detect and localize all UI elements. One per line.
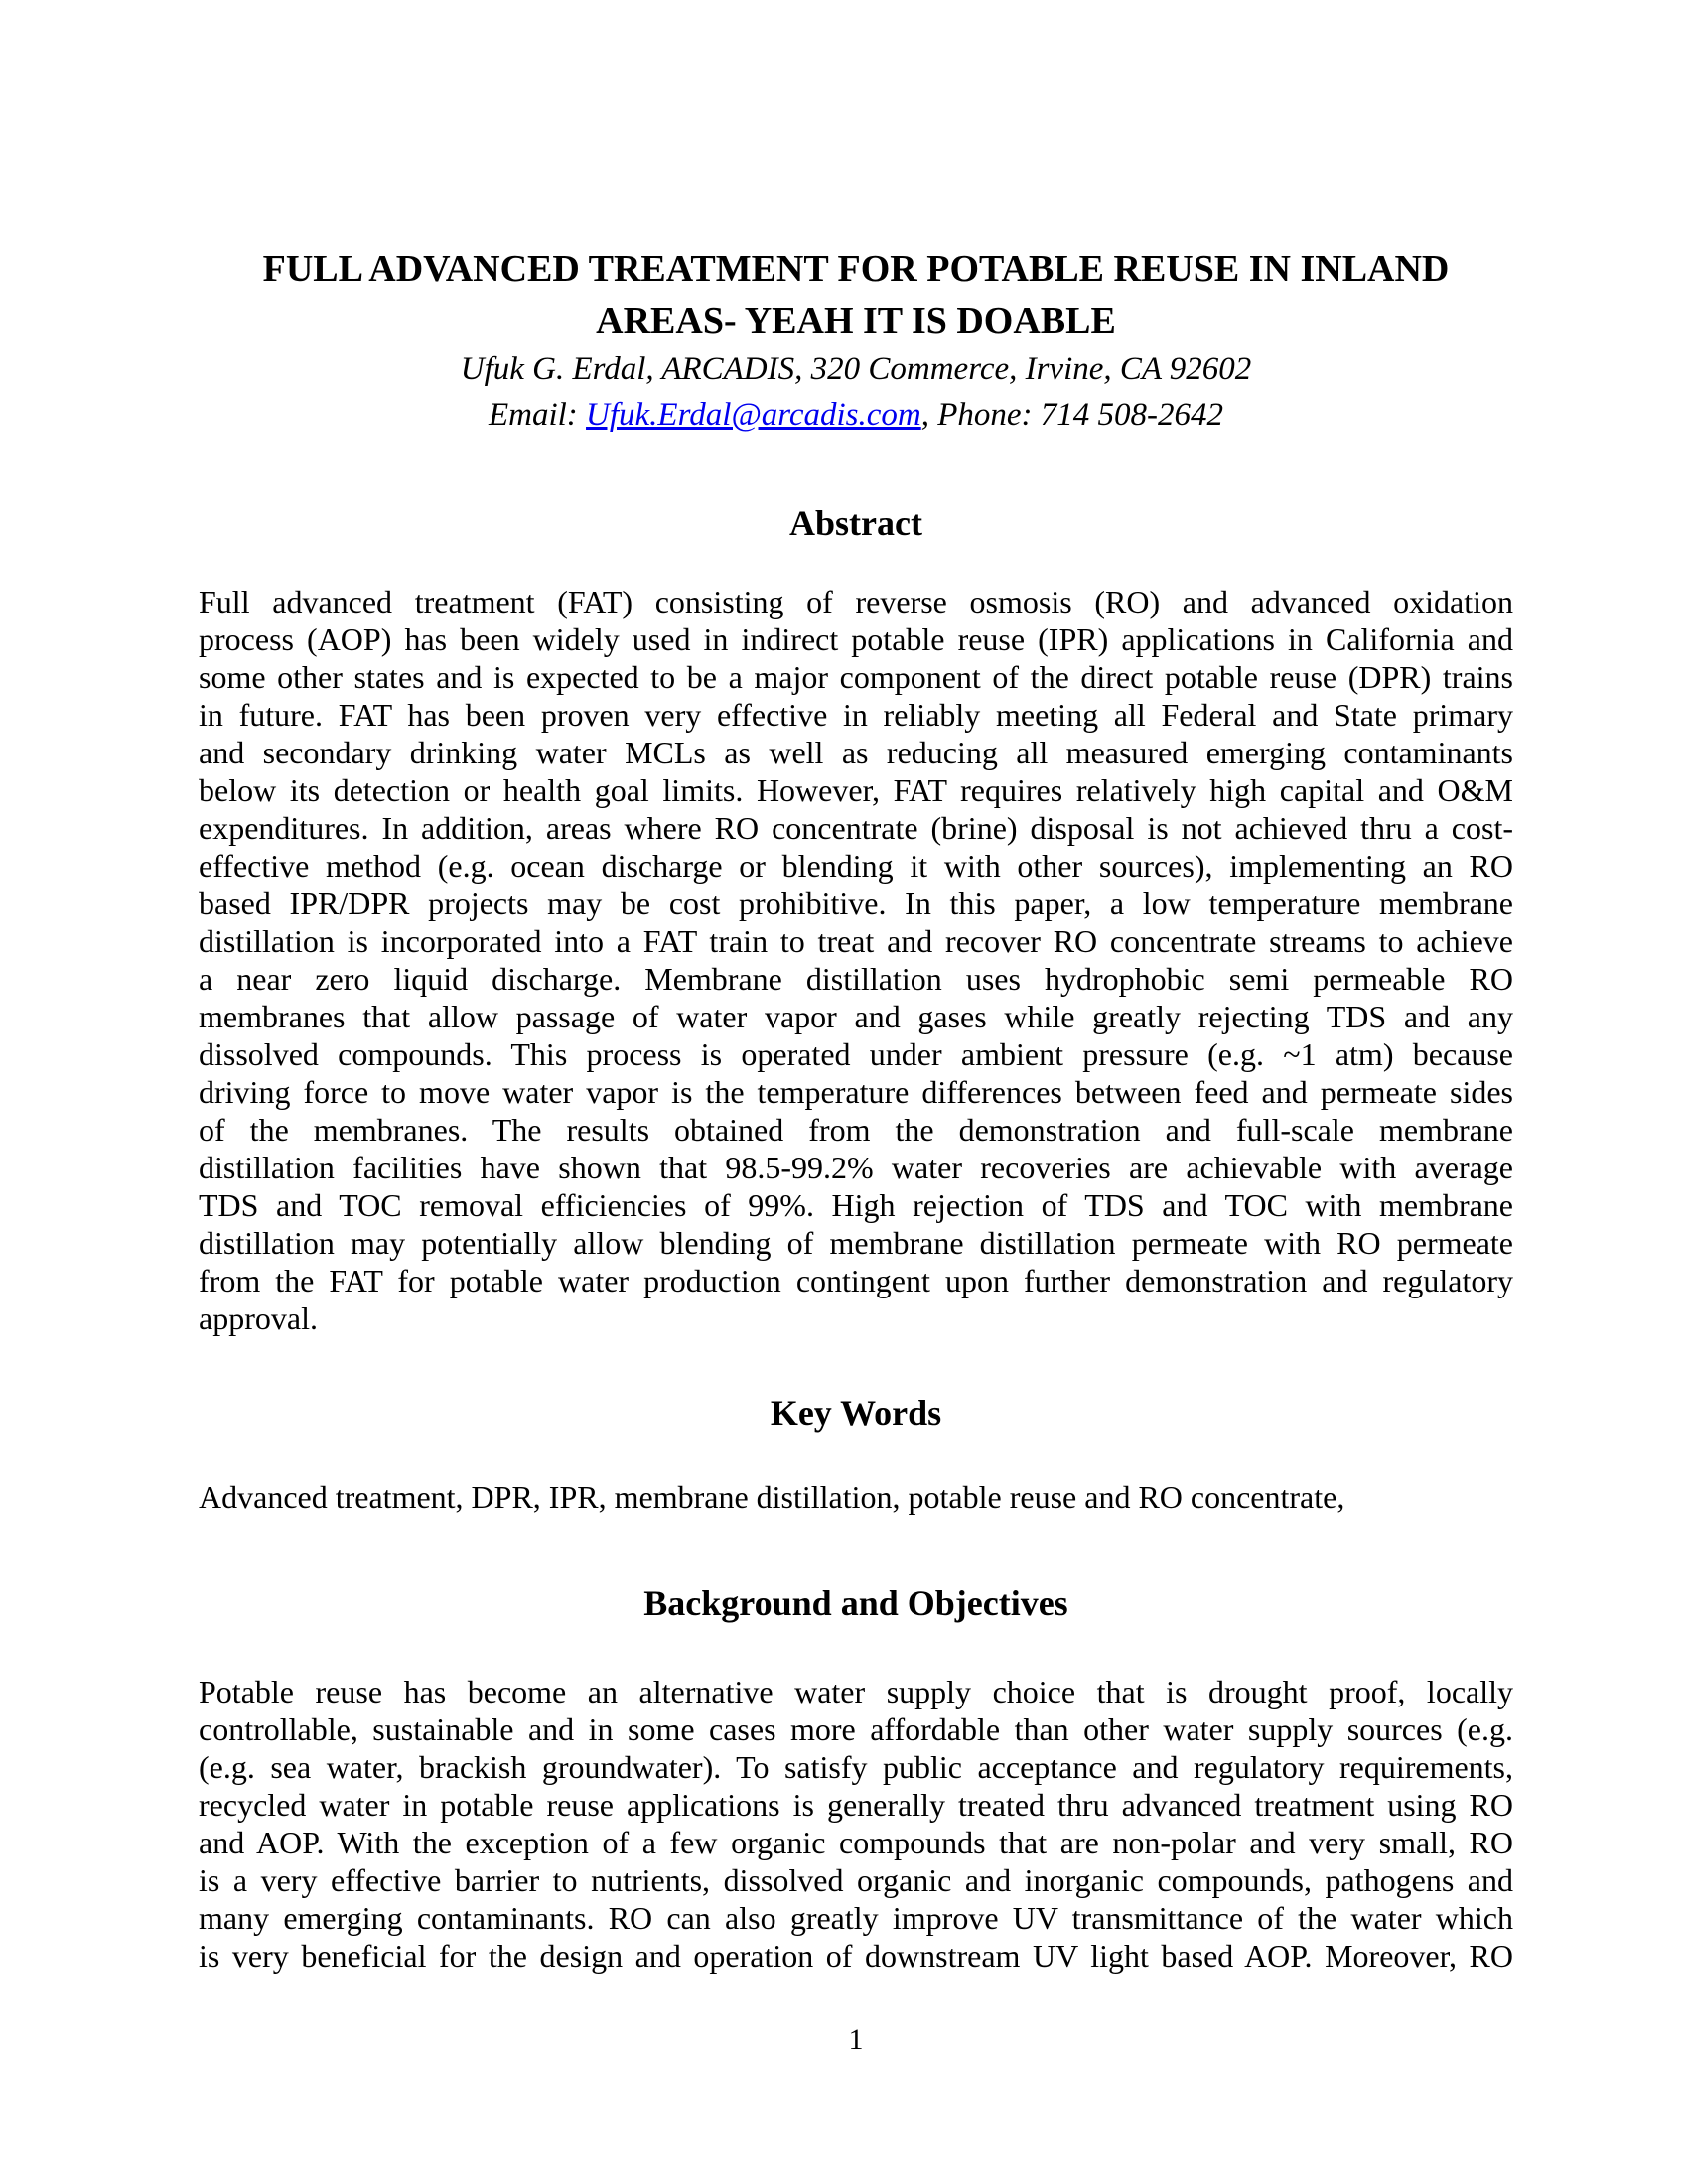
contact-line: [199, 392, 1513, 438]
paragraph-line: (e.g. sea water, brackish groundwater). To satisfy public acceptance and regulatory requirements,: [199, 1749, 1513, 1785]
paragraph-line: controllable, sustainable and in some cases more affordable than other water supply sources (e.g.: [199, 1711, 1513, 1747]
paragraph-line: membranes that allow passage of water vapor and gases while greatly rejecting TDS and any: [199, 999, 1513, 1034]
paragraph-line: process (AOP) has been widely used in indirect potable reuse (IPR) applications in California and: [199, 621, 1513, 657]
section-heading-background: Background and Objectives: [643, 1583, 1068, 1623]
email-link[interactable]: Ufuk.Erdal@arcadis.com: [586, 397, 921, 433]
paragraph-line: of the membranes. The results obtained from the demonstration and full-scale membrane: [199, 1112, 1513, 1148]
section-heading-abstract: Abstract: [789, 503, 922, 543]
paragraph-line: Potable reuse has become an alternative water supply choice that is drought proof, locally: [199, 1674, 1513, 1709]
paragraph-line: Full advanced treatment (FAT) consisting of reverse osmosis (RO) and advanced oxidation: [199, 584, 1513, 619]
paragraph-line: distillation is incorporated into a FAT train to treat and recover RO concentrate streams to achieve: [199, 923, 1513, 959]
section-heading-keywords: Key Words: [770, 1393, 942, 1433]
page-number: 1: [848, 2023, 864, 2056]
paragraph-line: expenditures. In addition, areas where RO concentrate (brine) disposal is not achieved thru a cost-: [199, 810, 1513, 846]
paragraph-line: below its detection or health goal limits. However, FAT requires relatively high capital and O&M: [199, 772, 1513, 808]
email-label: Email:: [488, 397, 587, 433]
paragraph-line: driving force to move water vapor is the temperature differences between feed and permeate sides: [199, 1074, 1513, 1110]
page-title-line-1: FULL ADVANCED TREATMENT FOR POTABLE REUSE IN INLAND: [262, 248, 1450, 290]
paragraph-line: from the FAT for potable water production contingent upon further demonstration and regulatory: [199, 1263, 1513, 1298]
paragraph-line: dissolved compounds. This process is operated under ambient pressure (e.g. ~1 atm) because: [199, 1036, 1513, 1072]
paragraph-line: is very beneficial for the design and operation of downstream UV light based AOP. Moreover, RO: [199, 1938, 1513, 1974]
author-line: Ufuk G. Erdal, ARCADIS, 320 Commerce, Irvine, CA 92602: [460, 351, 1252, 387]
keywords-text: Advanced treatment, DPR, IPR, membrane distillation, potable reuse and RO concentrate,: [199, 1479, 1345, 1515]
paragraph-line: approval.: [199, 1300, 318, 1336]
paragraph-line: and secondary drinking water MCLs as well as reducing all measured emerging contaminants: [199, 735, 1513, 770]
paragraph-line: some other states and is expected to be a major component of the direct potable reuse (DPR) trains: [199, 659, 1513, 695]
paragraph-line: distillation may potentially allow blending of membrane distillation permeate with RO permeate: [199, 1225, 1513, 1261]
paragraph-line: is a very effective barrier to nutrients, dissolved organic and inorganic compounds, pathogens and: [199, 1862, 1513, 1898]
paragraph-line: and AOP. With the exception of a few organic compounds that are non-polar and very small, RO: [199, 1825, 1513, 1860]
phone-text: , Phone: 714 508-2642: [920, 397, 1224, 433]
paragraph-line: based IPR/DPR projects may be cost prohibitive. In this paper, a low temperature membrane: [199, 886, 1513, 921]
paragraph-line: TDS and TOC removal efficiencies of 99%. High rejection of TDS and TOC with membrane: [199, 1187, 1513, 1223]
paragraph-line: distillation facilities have shown that 98.5-99.2% water recoveries are achievable with average: [199, 1150, 1513, 1185]
background-paragraph: [199, 1673, 1513, 1975]
page-title-line-2: AREAS- YEAH IT IS DOABLE: [596, 300, 1116, 341]
abstract-paragraph: [199, 583, 1513, 1337]
paragraph-line: a near zero liquid discharge. Membrane distillation uses hydrophobic semi permeable RO: [199, 961, 1513, 997]
paragraph-line: effective method (e.g. ocean discharge or blending it with other sources), implementing an RO: [199, 848, 1513, 884]
paragraph-line: many emerging contaminants. RO can also greatly improve UV transmittance of the water which: [199, 1900, 1513, 1936]
paragraph-line: in future. FAT has been proven very effective in reliably meeting all Federal and State primary: [199, 697, 1513, 733]
page-title: [199, 243, 1513, 346]
paragraph-line: recycled water in potable reuse applications is generally treated thru advanced treatment using RO: [199, 1787, 1513, 1823]
